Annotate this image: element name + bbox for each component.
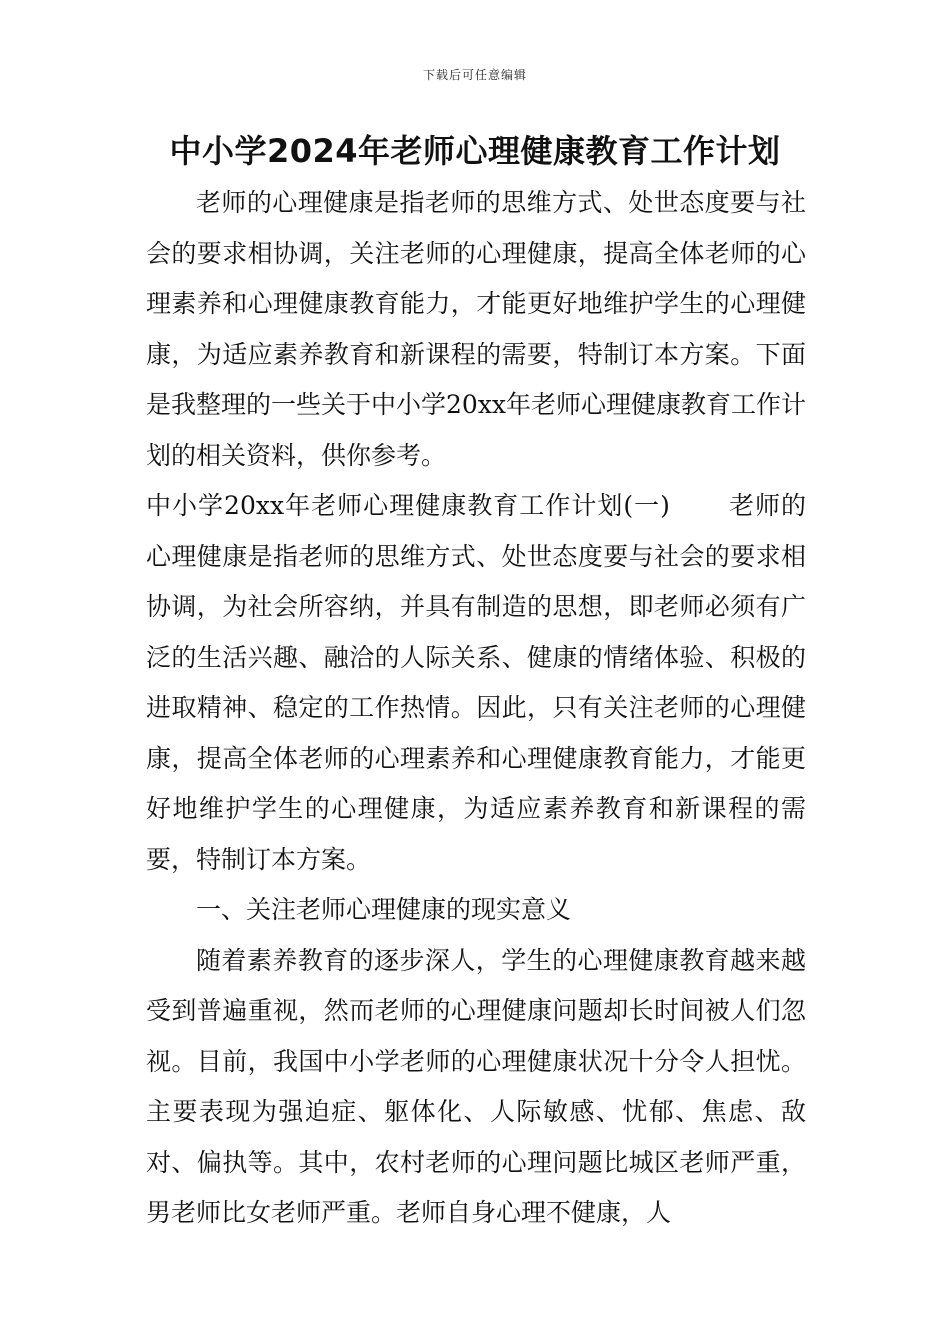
section-one-paragraph: 随着素养教育的逐步深人，学生的心理健康教育越来越受到普遍重视，然而老师的心理健康问题却长时间被人们忽视。目前，我国中小学老师的心理健康状况十分令人担忧。主要表现为强迫症、躯体化、人际敏感、忧郁、焦虑、敌对、偏执等。其中，农村老师的心理问题比城区老师严重，男老师比女老师严重。老师自身心理不健康，人 xyxy=(146,945,806,1227)
section-one-heading: 一、关注老师心理健康的现实意义 xyxy=(196,895,572,924)
intro-paragraph: 老师的心理健康是指老师的思维方式、处世态度要与社会的要求相协调，关注老师的心理健康，提高全体老师的心理素养和心理健康教育能力，才能更好地维护学生的心理健康，为适应素养教育和新课程的需要，特制订本方案。下面是我整理的一些关于中小学20xx年老师心理健康教育工作计划的相关资料，供你参考。 xyxy=(146,188,807,470)
plan-one-paragraph xyxy=(146,481,806,885)
plan-one-body: 老师的心理健康是指老师的思维方式、处世态度要与社会的要求相协调，为社会所容纳，并具有制造的思想，即老师必须有广泛的生活兴趣、融洽的人际关系、健康的情绪体验、积极的进取精神、稳定的工作热情。因此，只有关注老师的心理健康，提高全体老师的心理素养和心理健康教育能力，才能更好地维护学生的心理健康，为适应素养教育和新课程的需要，特制订本方案。 xyxy=(146,491,806,874)
plan-one-heading: 中小学20xx年老师心理健康教育工作计划(一) xyxy=(146,491,670,520)
document-body xyxy=(146,178,806,1239)
page-title: 中小学2024年老师心理健康教育工作计划 xyxy=(169,132,781,170)
header-note: 下载后可任意编辑 xyxy=(422,68,527,82)
